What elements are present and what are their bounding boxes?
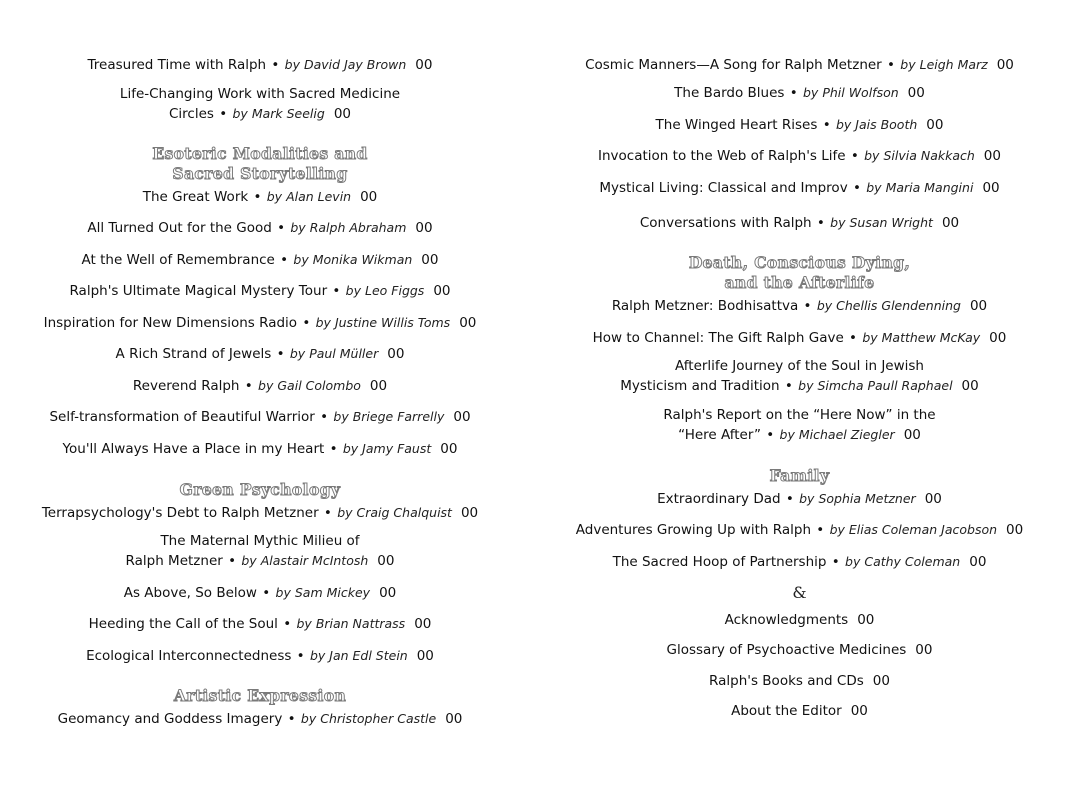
entry-title: Inspiration for New Dimensions Radio — [43, 315, 298, 331]
entry-title: Reverend Ralph — [132, 378, 240, 394]
toc-entry[interactable] — [533, 673, 1066, 689]
entry-author: by Cathy Coleman — [845, 554, 961, 569]
toc-entry[interactable]: “Here After” • by Michael Ziegler 00 — [678, 427, 921, 443]
entry-author: by Sam Mickey — [275, 585, 371, 600]
entry-page: 00 — [969, 298, 988, 314]
section-heading-death: Death, Conscious Dying, — [688, 253, 911, 272]
toc-entry[interactable]: You'll Always Have a Place in my Heart • by Jamy Faust 00 — [62, 441, 458, 457]
entry-page: 00 — [433, 283, 451, 299]
entry-page: 00 — [872, 673, 890, 689]
entry-author: by Paul Müller — [289, 346, 379, 361]
toc-entry[interactable]: Reverend Ralph • by Gail Colombo 00 — [132, 378, 388, 394]
entry-author: by Maria Mangini — [866, 180, 974, 195]
entry-title: All Turned Out for the Good — [87, 220, 272, 236]
entry-title: Cosmic Manners—A Song for Ralph Metzner — [585, 57, 882, 73]
entry-author: by Briege Farrelly — [333, 409, 445, 424]
entry-title: Extraordinary Dad — [657, 491, 781, 507]
entry-author: by Elias Coleman Jacobson — [829, 522, 998, 537]
entry-page: 00 — [360, 189, 378, 205]
entry-title: Mysticism and Tradition — [620, 378, 780, 394]
entry-author: by Alastair McIntosh — [241, 553, 369, 568]
entry-title: A Rich Strand of Jewels — [115, 346, 272, 362]
entry-author: by Gail Colombo — [258, 378, 361, 393]
toc-entry[interactable]: Inspiration for New Dimensions Radio • by Justine Willis Toms 00 — [43, 315, 477, 331]
toc-entry[interactable]: The Sacred Hoop of Partnership • by Cathy Coleman 00 — [612, 554, 987, 570]
entry-page: 00 — [926, 117, 944, 133]
toc-entry[interactable]: Adventures Growing Up with Ralph • by Elias Coleman Jacobson 00 — [575, 522, 1024, 538]
section-heading-esoteric-line2: Sacred Storytelling — [172, 164, 348, 183]
entry-author: by Phil Wolfson — [802, 85, 899, 100]
entry-page: 00 — [941, 215, 960, 231]
entry-title: How to Channel: The Gift Ralph Gave — [592, 330, 844, 346]
entry-page: 00 — [996, 57, 1014, 73]
section-heading-green: Green Psychology — [179, 480, 341, 499]
entry-author: by Leigh Marz — [900, 57, 988, 72]
section-heading-family: Family — [769, 466, 830, 485]
toc-entry-title-line1[interactable]: Afterlife Journey of the Soul in Jewish — [675, 358, 924, 374]
entry-title: At the Well of Remembrance — [81, 252, 275, 268]
toc-entry[interactable]: The Winged Heart Rises • by Jais Booth 00 — [655, 117, 944, 133]
entry-title: Geomancy and Goddess Imagery — [57, 711, 283, 727]
entry-author: by Brian Nattrass — [296, 616, 406, 631]
entry-page: 00 — [969, 554, 987, 570]
toc-entry[interactable]: Conversations with Ralph • by Susan Wright 00 — [639, 215, 960, 231]
entry-author: by Monika Wikman — [293, 252, 413, 267]
entry-page: 00 — [907, 85, 925, 101]
entry-title: Treasured Time with Ralph — [87, 57, 267, 73]
toc-entry[interactable]: The Bardo Blues • by Phil Wolfson 00 — [674, 85, 925, 101]
toc-entry[interactable]: Treasured Time with Ralph • by David Jay Brown 00 — [87, 57, 433, 73]
entry-page: 00 — [459, 315, 477, 331]
entry-page: 00 — [369, 378, 388, 394]
entry-page: 00 — [453, 409, 471, 425]
entry-page: 00 — [1006, 522, 1024, 538]
entry-page: 00 — [857, 612, 875, 628]
entry-author: by Sophia Metzner — [799, 491, 916, 506]
entry-title: Heeding the Call of the Soul — [88, 616, 278, 632]
entry-page: 00 — [387, 346, 405, 362]
toc-entry[interactable]: Ralph Metzner: Bodhisattva • by Chellis Glendenning 00 — [611, 298, 988, 314]
entry-author: by Justine Willis Toms — [315, 315, 451, 330]
toc-entry[interactable]: Terrapsychology's Debt to Ralph Metzner • by Craig Chalquist 00 — [41, 505, 479, 521]
toc-entry[interactable]: Mysticism and Tradition • by Simcha Paull Raphael 00 — [620, 378, 979, 394]
toc-entry-title-line1[interactable]: Ralph's Report on the “Here Now” in the — [663, 407, 936, 423]
entry-author: by Jamy Faust — [342, 441, 432, 456]
entry-page: 00 — [414, 616, 432, 632]
ampersand-ornament-icon: & — [792, 583, 807, 602]
toc-entry[interactable]: Invocation to the Web of Ralph's Life • by Silvia Nakkach 00 — [598, 148, 1001, 164]
toc-entry[interactable]: Circles • by Mark Seelig 00 — [168, 106, 351, 122]
entry-page: 00 — [415, 220, 433, 236]
entry-page: 00 — [983, 148, 1001, 164]
entry-page: 00 — [989, 330, 1007, 346]
toc-entry-title-line1[interactable]: The Maternal Mythic Milieu of — [160, 533, 360, 549]
entry-title: Conversations with Ralph — [639, 215, 812, 231]
entry-title: Ralph's Books and CDs — [709, 673, 864, 689]
toc-entry[interactable] — [533, 642, 1066, 658]
entry-page: 00 — [415, 57, 433, 73]
toc-entry[interactable]: All Turned Out for the Good • by Ralph Abraham 00 — [87, 220, 433, 236]
entry-page: 00 — [924, 491, 942, 507]
entry-title: Ecological Interconnectedness — [86, 648, 292, 664]
entry-author: by Susan Wright — [830, 215, 933, 230]
entry-title: “Here After” — [678, 427, 761, 443]
entry-page: 00 — [460, 505, 479, 521]
entry-title: Ralph's Ultimate Magical Mystery Tour — [69, 283, 328, 299]
toc-entry[interactable]: Mystical Living: Classical and Improv • by Maria Mangini 00 — [599, 180, 1000, 196]
toc-entry[interactable]: Self-transformation of Beautiful Warrior • by Briege Farrelly 00 — [49, 409, 471, 425]
toc-entry[interactable]: Extraordinary Dad • by Sophia Metzner 00 — [657, 491, 942, 507]
entry-author: by Simcha Paull Raphael — [798, 378, 953, 393]
entry-title: Ralph Metzner: Bodhisattva — [611, 298, 799, 314]
entry-page: 00 — [421, 252, 439, 268]
entry-page: 00 — [915, 642, 933, 658]
entry-author: by Michael Ziegler — [779, 427, 895, 442]
section-heading-esoteric: Esoteric Modalities and — [152, 144, 368, 163]
entry-page: 00 — [903, 427, 921, 443]
entry-page: 00 — [379, 585, 397, 601]
entry-author: by Ralph Abraham — [290, 220, 407, 235]
entry-author: by Chellis Glendenning — [816, 298, 961, 313]
entry-author: by Jais Booth — [835, 117, 918, 132]
toc-entry[interactable]: Cosmic Manners—A Song for Ralph Metzner • by Leigh Marz 00 — [585, 57, 1014, 73]
entry-author: by Leo Figgs — [345, 283, 425, 298]
toc-entry[interactable]: How to Channel: The Gift Ralph Gave • by Matthew McKay 00 — [592, 330, 1007, 346]
entry-author: by Matthew McKay — [862, 330, 981, 345]
entry-author: by Jan Edl Stein — [309, 648, 408, 663]
toc-entry[interactable]: The Great Work • by Alan Levin 00 — [142, 189, 378, 205]
entry-title: Self-transformation of Beautiful Warrior — [49, 409, 315, 425]
entry-page: 00 — [961, 378, 979, 394]
toc-entry[interactable]: At the Well of Remembrance • by Monika Wikman 00 — [81, 252, 439, 268]
toc-entry[interactable] — [533, 612, 1066, 628]
entry-author: by Mark Seelig — [232, 106, 325, 121]
entry-title: Mystical Living: Classical and Improv — [599, 180, 848, 196]
entry-page: 00 — [416, 648, 434, 664]
entry-title: The Sacred Hoop of Partnership — [612, 554, 827, 570]
entry-page: 00 — [982, 180, 1000, 196]
entry-page: 00 — [377, 553, 395, 569]
entry-title: As Above, So Below — [123, 585, 257, 601]
entry-author: by Silvia Nakkach — [864, 148, 975, 163]
entry-title: Circles — [168, 106, 214, 122]
entry-title: Acknowledgments — [724, 612, 849, 628]
entry-title: The Winged Heart Rises — [655, 117, 818, 133]
entry-title: You'll Always Have a Place in my Heart — [62, 441, 325, 457]
entry-page: 00 — [445, 711, 463, 727]
section-heading-artistic: Artistic Expression — [173, 686, 347, 705]
entry-page: 00 — [850, 703, 868, 719]
entry-title: Adventures Growing Up with Ralph — [575, 522, 812, 538]
entry-page: 00 — [333, 106, 351, 122]
toc-entry[interactable]: Ecological Interconnectedness • by Jan Edl Stein 00 — [86, 648, 434, 664]
toc-entry[interactable] — [533, 703, 1066, 719]
entry-title: Ralph Metzner — [125, 553, 223, 569]
toc-entry[interactable]: Heeding the Call of the Soul • by Brian Nattrass 00 — [88, 616, 432, 632]
toc-entry[interactable]: Ralph's Ultimate Magical Mystery Tour • by Leo Figgs 00 — [69, 283, 451, 299]
toc-entry[interactable]: Geomancy and Goddess Imagery • by Christopher Castle 00 — [57, 711, 463, 727]
entry-title: Glossary of Psychoactive Medicines — [666, 642, 907, 658]
entry-title: Terrapsychology's Debt to Ralph Metzner — [41, 505, 319, 521]
section-heading-death-line2: and the Afterlife — [724, 273, 875, 292]
toc-entry[interactable]: A Rich Strand of Jewels • by Paul Müller 00 — [115, 346, 405, 362]
entry-title: About the Editor — [731, 703, 842, 719]
entry-title: The Great Work — [142, 189, 249, 205]
entry-title: The Bardo Blues — [674, 85, 785, 101]
toc-entry[interactable]: As Above, So Below • by Sam Mickey 00 — [123, 585, 397, 601]
entry-author: by Craig Chalquist — [337, 505, 452, 520]
entry-author: by David Jay Brown — [284, 57, 407, 72]
toc-entry[interactable]: Ralph Metzner • by Alastair McIntosh 00 — [125, 553, 395, 569]
entry-author: by Christopher Castle — [300, 711, 437, 726]
entry-page: 00 — [440, 441, 458, 457]
toc-entry-title-line1[interactable]: Life-Changing Work with Sacred Medicine — [119, 86, 401, 102]
entry-title: Invocation to the Web of Ralph's Life — [598, 148, 846, 164]
entry-author: by Alan Levin — [266, 189, 352, 204]
